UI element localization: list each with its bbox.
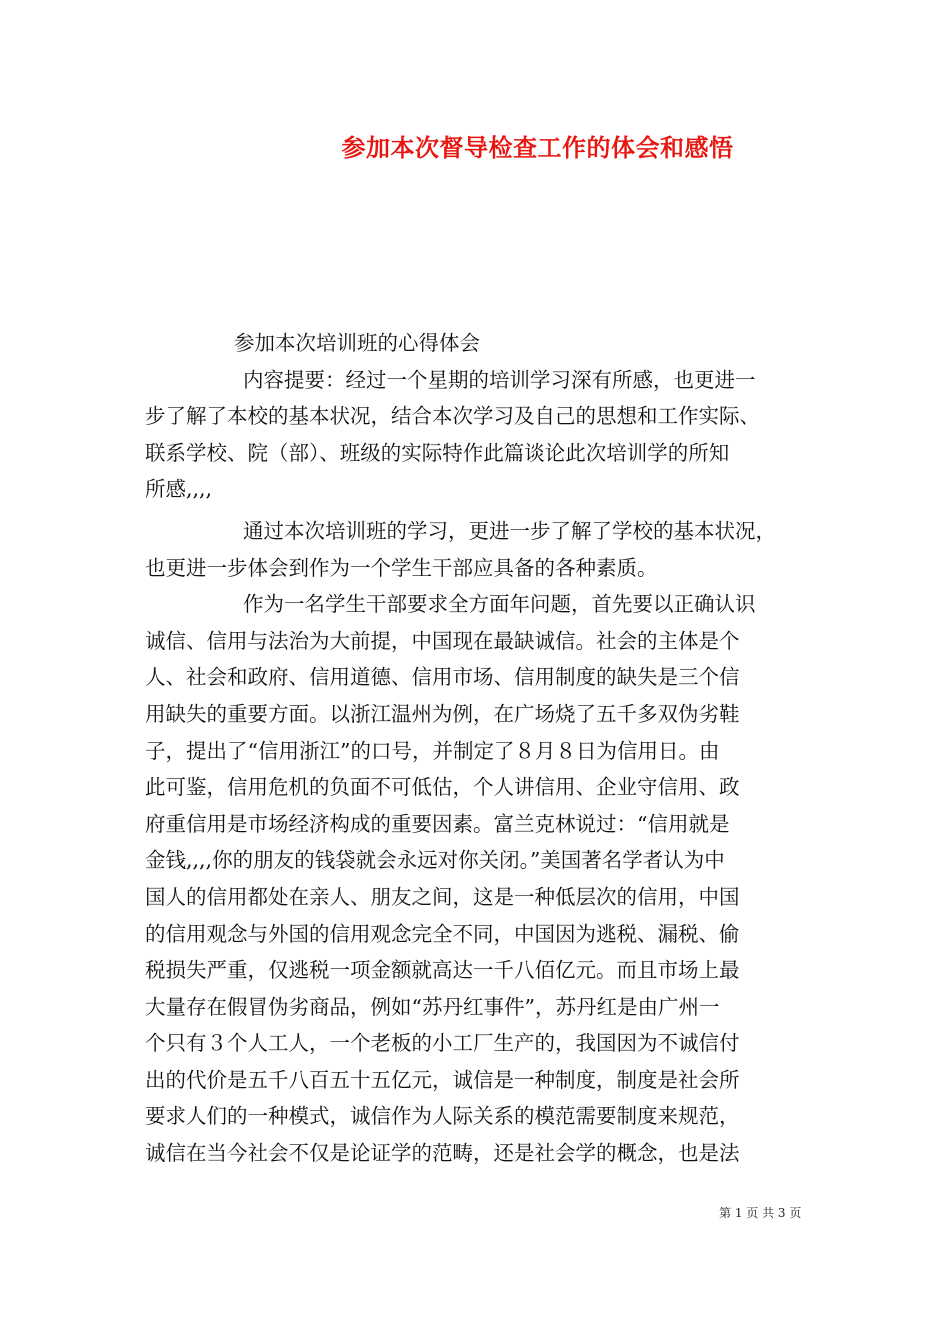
paragraph-line: 联系学校、院（部）、班级的实际特作此篇谈论此次培训学的所知 (145, 440, 730, 465)
paragraph-line: 此可鉴，信用危机的负面不可低估，个人讲信用、企业守信用、政 (145, 775, 740, 800)
paragraph-line: 诚信、信用与法治为大前提，中国现在最缺诚信。社会的主体是个 (145, 628, 740, 653)
paragraph-line: 国人的信用都处在亲人、朋友之间，这是一种低层次的信用，中国 (145, 884, 740, 909)
paragraph-line: 诚信在当今社会不仅是论证学的范畴，还是社会学的概念，也是法 (145, 1141, 740, 1166)
paragraph-line: 要求人们的一种模式，诚信作为人际关系的模范需要制度来规范， (145, 1104, 740, 1129)
paragraph-line: 内容提要：经过一个星期的培训学习深有所感，也更进一 (243, 367, 756, 392)
paragraph-line: 府重信用是市场经济构成的重要因素。富兰克林说过：“信用就是 (145, 811, 730, 836)
subtitle: 参加本次培训班的心得体会 (234, 331, 480, 355)
page-title: 参加本次督导检查工作的体会和感悟 (341, 133, 734, 162)
paragraph-line: 出的代价是五千八百五十五亿元，诚信是一种制度，制度是社会所 (145, 1067, 740, 1092)
document-body (145, 325, 817, 1172)
paragraph-line: 税损失严重，仅逃税一项金额就高达一千八佰亿元。而且市场上最 (145, 958, 740, 983)
paragraph-line: 通过本次培训班的学习，更进一步了解了学校的基本状况， (243, 518, 776, 543)
paragraph-line: 用缺失的重要方面。以浙江温州为例，在广场烧了五千多双伪劣鞋 (145, 701, 740, 726)
paragraph-line: 金钱,,,,你的朋友的钱袋就会永远对你关闭。”美国著名学者认为中 (145, 848, 725, 873)
paragraph-line: 所感,,,, (145, 477, 213, 502)
paragraph-line: 步了解了本校的基本状况，结合本次学习及自己的思想和工作实际、 (145, 404, 760, 429)
paragraph-main (145, 586, 817, 1172)
paragraph-line: 也更进一步体会到作为一个学生干部应具备的各种素质。 (145, 555, 658, 580)
paragraph-line: 作为一名学生干部要求全方面年问题，首先要以正确认识 (243, 592, 756, 617)
page-footer: 第 1 页 共 3 页 (719, 1206, 802, 1220)
paragraph-line: 人、社会和政府、信用道德、信用市场、信用制度的缺失是三个信 (145, 665, 740, 690)
paragraph-summary (145, 362, 817, 508)
paragraph-line: 的信用观念与外国的信用观念完全不同，中国因为逃税、漏税、偷 (145, 921, 740, 946)
paragraph-line: 个只有３个人工人，一个老板的小工厂生产的，我国因为不诚信付 (145, 1031, 740, 1056)
paragraph-line: 子，提出了“信用浙江”的口号，并制定了８月８日为信用日。由 (145, 738, 720, 763)
paragraph-line: 大量存在假冒伪劣商品，例如“苏丹红事件”，苏丹红是由广州一 (145, 994, 720, 1019)
paragraph-intro (145, 513, 817, 586)
